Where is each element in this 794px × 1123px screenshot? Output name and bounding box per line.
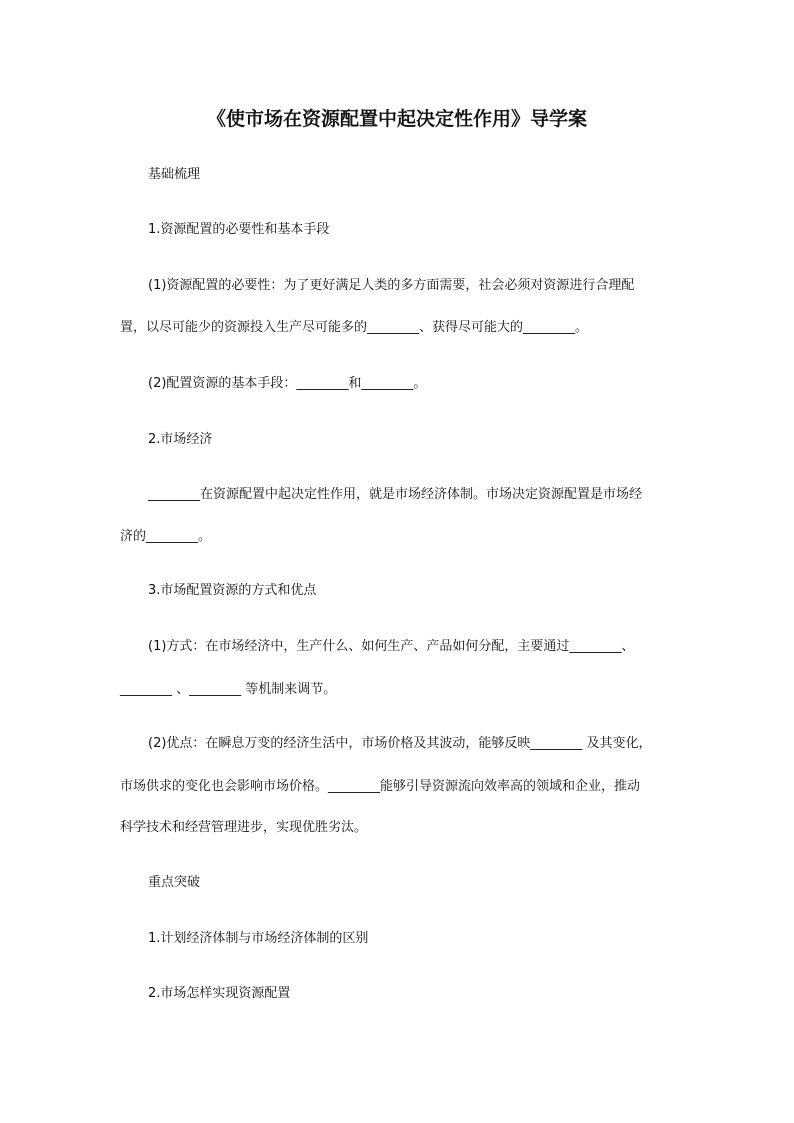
item-heading: 1.计划经济体制与市场经济体制的区别 (148, 931, 369, 946)
item-heading: 3.市场配置资源的方式和优点 (148, 583, 317, 598)
item-heading: 2.市场经济 (148, 432, 213, 447)
paragraph-line: (2)优点：在瞬息万变的经济生活中，市场价格及其波动，能够反映________ 及其变化， (148, 736, 652, 751)
section-heading-key-points: 重点突破 (148, 875, 201, 890)
paragraph-line: ________ 、________ 等机制来调节。 (120, 682, 337, 697)
document-title: 《使市场在资源配置中起决定性作用》导学案 (206, 108, 587, 130)
paragraph-line: 置，以尽可能少的资源投入生产尽可能多的________、获得尽可能大的________。 (120, 320, 589, 335)
paragraph-line: 济的________。 (120, 529, 212, 544)
paragraph-line: (1)资源配置的必要性：为了更好满足人类的多方面需要，社会必须对资源进行合理配 (148, 278, 635, 293)
paragraph-line: ________在资源配置中起决定性作用，就是市场经济体制。市场决定资源配置是市场经 (148, 487, 643, 502)
section-heading-basics: 基础梳理 (148, 167, 201, 182)
item-heading: 2.市场怎样实现资源配置 (148, 986, 291, 1001)
paragraph-line: 市场供求的变化也会影响市场价格。________能够引导资源流向效率高的领域和企业，推动 (120, 779, 641, 794)
paragraph-line: 科学技术和经营管理进步，实现优胜劣汰。 (120, 820, 368, 835)
paragraph-line: (2)配置资源的基本手段：________和________。 (148, 376, 427, 391)
item-heading: 1.资源配置的必要性和基本手段 (148, 222, 330, 237)
paragraph-line: (1)方式：在市场经济中，生产什么、如何生产、产品如何分配，主要通过________、 (148, 639, 635, 654)
